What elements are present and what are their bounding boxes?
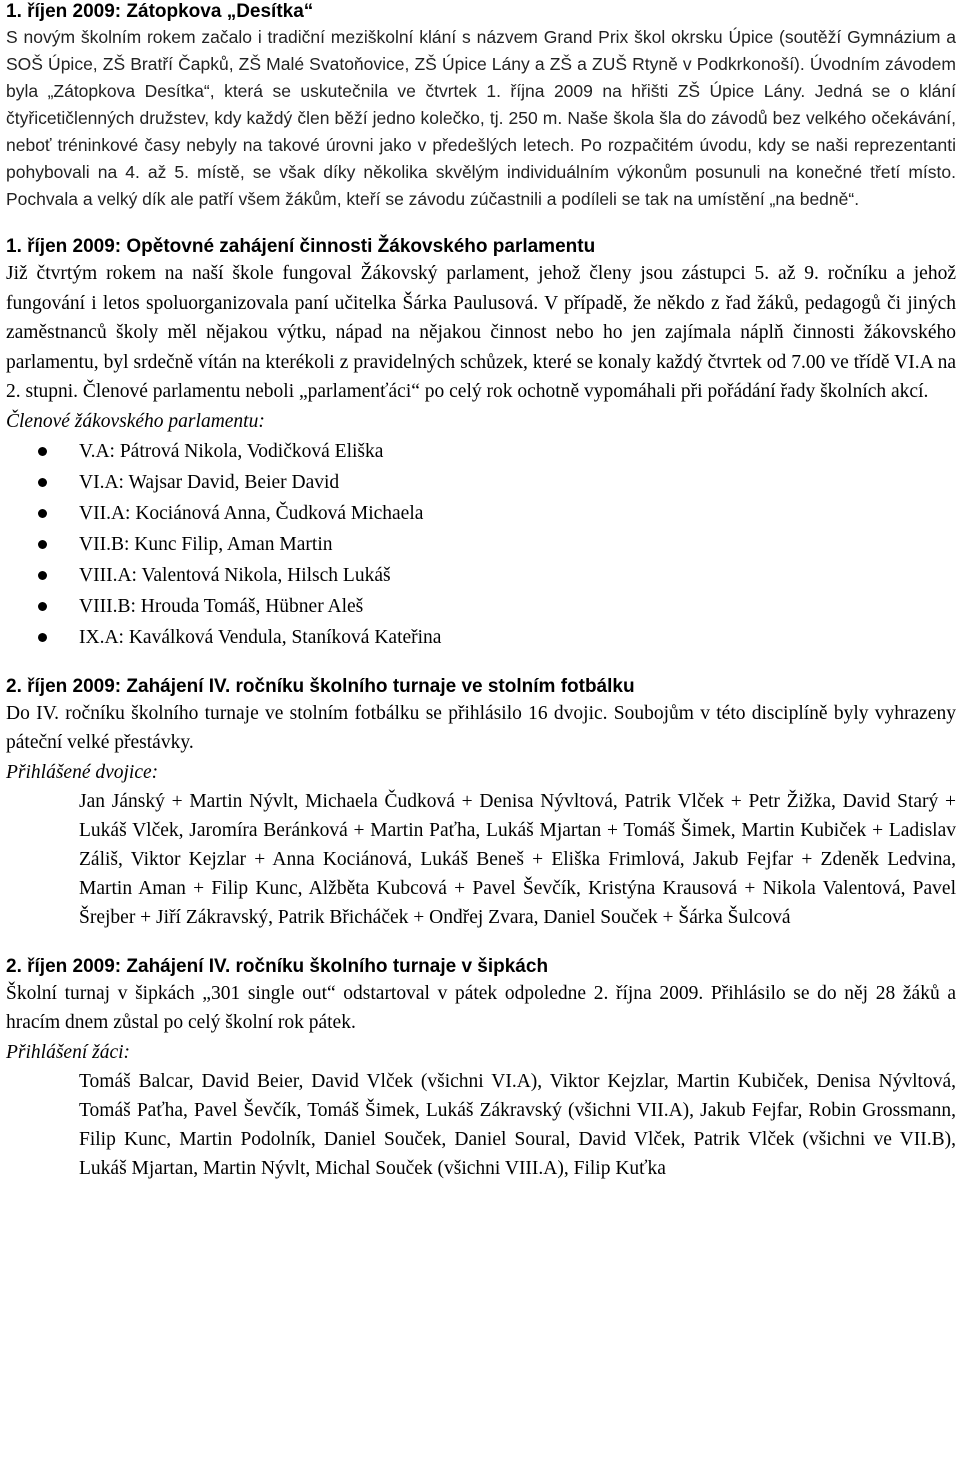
section-paragraph: Již čtvrtým rokem na naší škole fungoval Žákovský parlament, jehož členy jsou zástupci 5. až 9. ročníku a jehož fungování i letos spoluorganizovala paní učitelka Šárka Paulusová. V případě, že někdo z řad žáků, pedagogů či jiných zaměstnanců školy měl nějakou výtku, nápad na nějakou činnost nebo ho jen zajímala náplň činnosti žákovského parlamentu, byl srdečně vítán na kterékoli z pravidelných schůzek, které se konaly každý čtvrtek od 7.00 ve třídě VI.A na 2. stupni. Členové parlamentu neboli „parlamenťáci“ po celý rok ochotně vypomáhali při pořádání řady školních akcí. [6,263,956,402]
member-entry: VII.B: Kunc Filip, Aman Martin [79,533,333,555]
section-paragraph: Školní turnaj v šipkách „301 single out“ odstartoval v pátek odpoledne 2. října 2009. Přihlásilo se do něj 28 žáků a hracím dnem zůstal po celý školní rok pátek. [6,982,956,1034]
member-entry: VII.A: Kociánová Anna, Čudková Michaela [79,502,424,524]
member-entry: VIII.B: Hrouda Tomáš, Hübner Aleš [79,595,364,617]
section-paragraph: S novým školním rokem začalo i tradiční meziškolní klání s názvem Grand Prix škol okrsku Úpice (soutěží Gymnázium a SOŠ Úpice, ZŠ Bratří Čapků, ZŠ Malé Svatoňovice, ZŠ Úpice Lány a ZŠ a ZUŠ Rtyně v Podkrkonoší). Úvodním závodem byla „Zátopkova Desítka“, která se uskutečnila ve čtvrtek 1. října 2009 na hřišti ZŠ Úpice Lány. Jedná se o klání čtyřicetičlenných družstev, kdy každý člen běží jedno kolečko, tj. 250 m. Naše škola šla do závodů bez velkého očekávání, neboť tréninkové časy nebyly na takové úrovni jako v předešlých letech. Po rozpačitém úvodu, kdy se naši reprezentanti pohybovali na 4. až 5. místě, se však díky několika skvělým individuálním výkonům posunuli na konečné třetí místo. Pochvala a velký dík ale patří všem žákům, kteří se závodu zúčastnili a podíleli se tak na umístění „na bedně“. [6,27,956,209]
players-list: Tomáš Balcar, David Beier, David Vlček (všichni VI.A), Viktor Kejzlar, Martin Kubiček, Denisa Nývltová, Tomáš Paťha, Pavel Ševčík, Tomáš Šimek, Lukáš Zákravský (všichni VII.A), Jakub Fejfar, Robin Grossmann, Filip Kunc, Martin Podolník, Daniel Souček, Daniel Soural, David Vlček, Patrik Vlček (všichni ve VII.B), Lukáš Mjartan, Martin Nývlt, Michal Souček (všichni VIII.A), Filip Kuťka [79,1070,956,1180]
section-zatopkova-desitka [6,0,956,213]
section-title: 2. říjen 2009: Zahájení IV. ročníku školního turnaje ve stolním fotbálku [6,675,635,697]
bullet-icon [38,602,47,611]
section-sipky [6,955,956,1184]
list-item [34,436,956,467]
list-item [34,529,956,560]
bullet-icon [38,633,47,642]
bullet-icon [38,447,47,456]
section-zakovsky-parlament [6,235,956,653]
member-entry: VI.A: Wajsar David, Beier David [79,471,340,493]
bullet-icon [38,478,47,487]
section-title: 2. říjen 2009: Zahájení IV. ročníku školního turnaje v šipkách [6,955,549,977]
bullet-icon [38,540,47,549]
players-label: Přihlášení žáci: [6,1041,131,1063]
member-entry: VIII.A: Valentová Nikola, Hilsch Lukáš [79,564,391,586]
section-stolni-fotbalek [6,675,956,933]
bullet-icon [38,509,47,518]
member-entry: V.A: Pátrová Nikola, Vodičková Eliška [79,440,384,462]
list-item [34,622,956,653]
section-title: 1. říjen 2009: Zátopkova „Desítka“ [6,1,314,22]
members-list [6,436,956,653]
list-item [34,560,956,591]
list-item [34,467,956,498]
member-entry: IX.A: Kaválková Vendula, Staníková Kateřina [79,626,442,648]
pairs-label: Přihlášené dvojice: [6,761,159,783]
members-label: Členové žákovského parlamentu: [6,410,265,432]
section-paragraph: Do IV. ročníku školního turnaje ve stolním fotbálku se přihlásilo 16 dvojic. Soubojům v této disciplíně byly vyhrazeny páteční velké přestávky. [6,702,956,753]
pairs-list: Jan Jánský + Martin Nývlt, Michaela Čudková + Denisa Nývltová, Patrik Vlček + Petr Žižka, David Starý + Lukáš Vlček, Jaromíra Beránková + Martin Paťha, Lukáš Mjartan + Tomáš Šimek, Martin Kubiček + Ladislav Záliš, Viktor Kejzlar + Anna Kociánová, Lukáš Beneš + Eliška Frimlová, Jakub Fejfar + Zdeněk Ledvina, Martin Aman + Filip Kunc, Alžběta Kubcová + Pavel Ševčík, Kristýna Krausová + Nikola Valentová, Pavel Šrejber + Jiří Zákravský, Patrik Břicháček + Ondřej Zvara, Daniel Souček + Šárka Šulcová [79,790,956,929]
bullet-icon [38,571,47,580]
section-title: 1. říjen 2009: Opětovné zahájení činnosti Žákovského parlamentu [6,236,596,257]
list-item [34,591,956,622]
list-item [34,498,956,529]
